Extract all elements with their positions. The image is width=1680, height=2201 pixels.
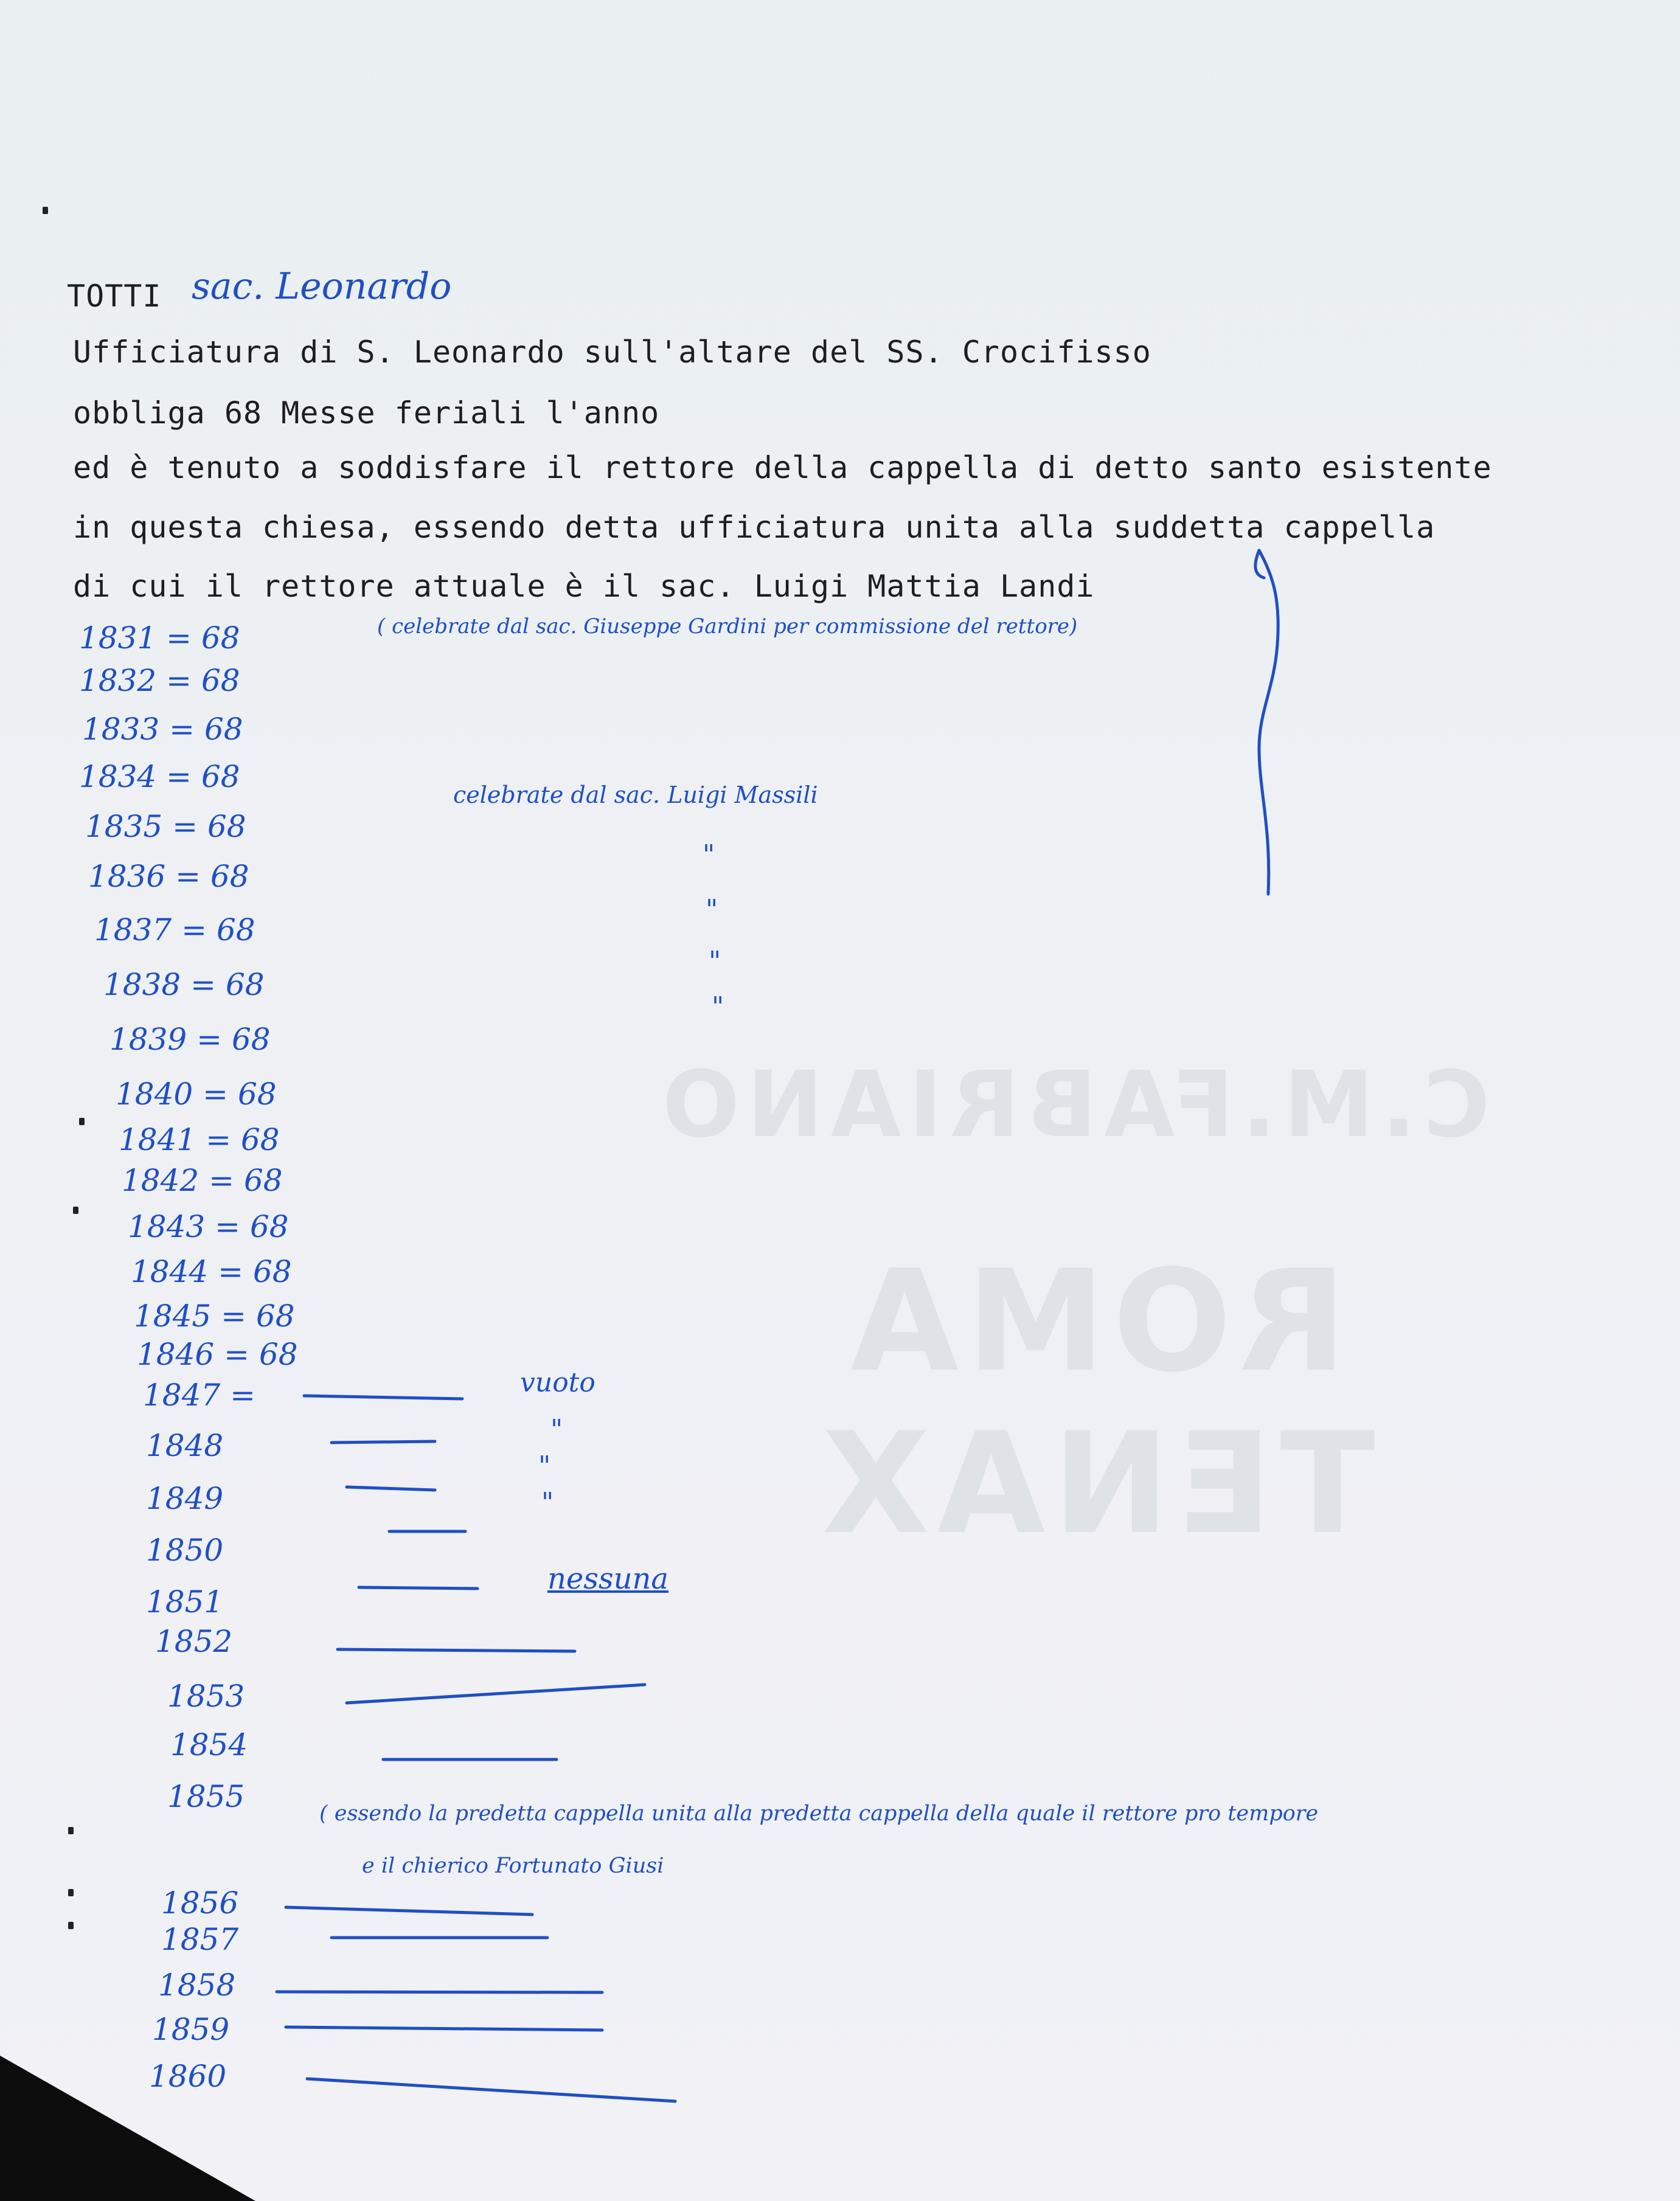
year-entry: 1833 = 68 bbox=[82, 712, 243, 747]
year-entry: 1860 bbox=[149, 2059, 227, 2094]
year-entry: 1846 = 68 bbox=[137, 1337, 298, 1372]
ditto-mark: " bbox=[550, 1414, 563, 1445]
blank-dash bbox=[307, 2079, 675, 2101]
year-entry: 1849 bbox=[146, 1481, 224, 1516]
year-entry: 1841 = 68 bbox=[119, 1122, 280, 1157]
blank-dash bbox=[347, 1487, 435, 1490]
year-entry: 1836 = 68 bbox=[88, 859, 249, 894]
blank-dash bbox=[304, 1396, 462, 1399]
typed-line-5: di cui il rettore attuale è il sac. Luigi Mattia Landi bbox=[73, 569, 1095, 604]
year-entry: 1839 = 68 bbox=[109, 1022, 271, 1057]
year-entry: 1838 = 68 bbox=[103, 967, 265, 1002]
blank-dash bbox=[331, 1441, 435, 1443]
year-entry: 1851 bbox=[146, 1584, 224, 1620]
blank-dash bbox=[286, 1907, 532, 1915]
year-entry: 1858 bbox=[158, 1967, 236, 2003]
typed-line-3: ed è tenuto a soddisfare il rettore della cappella di detto santo esistente bbox=[73, 450, 1492, 485]
year-entry: 1837 = 68 bbox=[94, 912, 255, 948]
typed-line-4: in questa chiesa, essendo detta ufficiatura unita alla suddetta cappella bbox=[73, 510, 1435, 545]
blank-dash bbox=[359, 1587, 477, 1589]
surname: TOTTI bbox=[67, 279, 162, 314]
note-1847: vuoto bbox=[520, 1367, 595, 1398]
year-entry: 1831 = 68 bbox=[79, 620, 240, 656]
year-entry: 1832 = 68 bbox=[79, 663, 240, 698]
year-entry: 1853 bbox=[167, 1679, 245, 1714]
year-entry: 1854 bbox=[170, 1727, 248, 1763]
year-entry: 1845 = 68 bbox=[134, 1298, 295, 1334]
year-entry: 1856 bbox=[161, 1885, 239, 1921]
note-1835: celebrate dal sac. Luigi Massili bbox=[453, 782, 818, 808]
bleed-through-line-1: C.M.FABRIANO bbox=[654, 1052, 1490, 1158]
handwritten-name: sac. Leonardo bbox=[192, 265, 452, 308]
year-entry: 1848 bbox=[146, 1428, 224, 1463]
year-entry: 1857 bbox=[161, 1922, 239, 1957]
note-1855-line-1: ( essendo la predetta cappella unita alla predetta cappella della quale il rettore pro tempore bbox=[319, 1801, 1319, 1826]
year-entry: 1850 bbox=[146, 1533, 224, 1568]
year-entry: 1834 = 68 bbox=[79, 759, 240, 794]
typed-line-2: obbliga 68 Messe feriali l'anno bbox=[73, 395, 660, 431]
ditto-mark: " bbox=[703, 839, 715, 870]
ditto-mark: " bbox=[538, 1451, 551, 1482]
blank-dash bbox=[347, 1685, 645, 1703]
year-entry: 1855 bbox=[167, 1779, 245, 1814]
blank-dash bbox=[338, 1649, 575, 1651]
year-entry: 1844 = 68 bbox=[131, 1254, 292, 1289]
bleed-through-line-2: ROMA TENAX bbox=[814, 1241, 1375, 1565]
year-entry: 1852 bbox=[155, 1624, 233, 1659]
year-entry: 1847 = bbox=[143, 1378, 256, 1413]
brace-stroke bbox=[1259, 550, 1278, 894]
ditto-mark: " bbox=[541, 1487, 554, 1518]
year-entry: 1835 = 68 bbox=[85, 809, 246, 844]
ditto-mark: " bbox=[709, 946, 721, 977]
typed-line-1: Ufficiatura di S. Leonardo sull'altare del SS. Crocifisso bbox=[73, 334, 1151, 370]
ditto-mark: " bbox=[712, 991, 724, 1022]
blank-dash bbox=[286, 2027, 602, 2030]
note-1831: ( celebrate dal sac. Giuseppe Gardini per commissione del rettore) bbox=[377, 614, 1078, 639]
note-1855-line-2: e il chierico Fortunato Giusi bbox=[362, 1854, 664, 1878]
year-entry: 1840 = 68 bbox=[116, 1076, 277, 1112]
year-entry: 1843 = 68 bbox=[128, 1209, 289, 1244]
note-1851: nessuna bbox=[547, 1562, 669, 1596]
year-entry: 1859 bbox=[152, 2012, 230, 2047]
ditto-mark: " bbox=[706, 894, 718, 925]
year-entry: 1842 = 68 bbox=[122, 1163, 283, 1198]
